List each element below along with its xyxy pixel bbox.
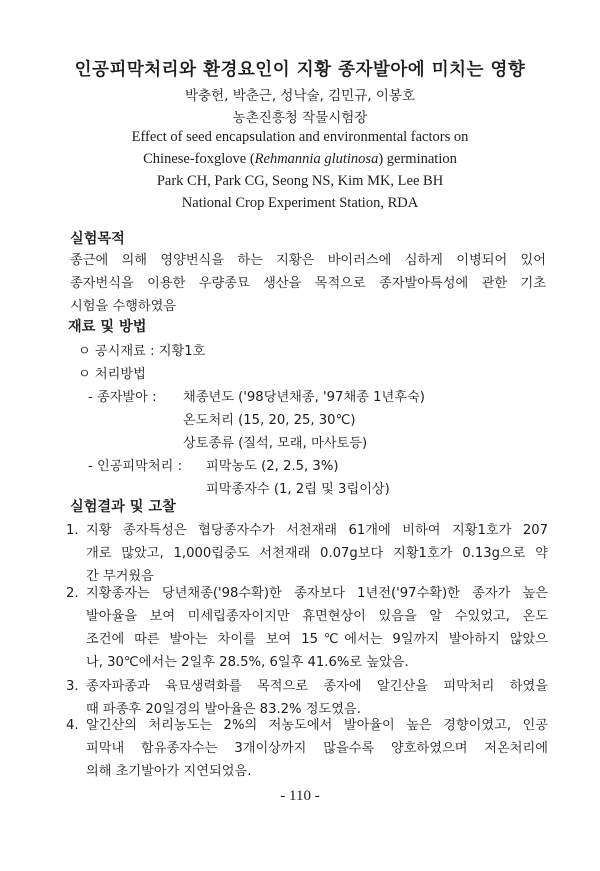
result-item-line: 조건에 따른 발아는 차이를 보여 15℃에서는 9일까지 발아하지 않았으 — [86, 632, 548, 647]
germination-harvest-year: 채종년도 ('98당년채종, '97채종 1년후숙) — [183, 390, 425, 405]
result-item-line: 알긴산의 처리농도는 2%의 저농도에서 발아율이 높은 경향이였고, 인공 — [86, 718, 548, 733]
result-item-number: 3. — [66, 679, 79, 694]
result-item-line: 종자파종과 육묘생력화를 목적으로 종자에 알긴산을 피막처리 하였을 — [86, 679, 548, 694]
results-heading: 실험결과 및 고찰 — [70, 499, 176, 515]
title-english-prefix: Chinese-foxglove ( — [143, 151, 255, 167]
germination-temperature: 온도처리 (15, 20, 25, 30℃) — [183, 413, 356, 428]
result-item-line: 나, 30℃에서는 2일후 28.5%, 6일후 41.6%로 높았음. — [86, 655, 409, 670]
result-item-line: 피막내 함유종자수는 3개이상까지 많을수록 양호하였으며 저온처리에 — [86, 741, 548, 756]
objective-line: 시험을 수행하였음 — [70, 299, 177, 314]
result-item-line: 간 무거웠음 — [86, 569, 154, 584]
objective-heading: 실험목적 — [70, 231, 125, 247]
result-item-line: 때 파종후 20일경의 발아율은 83.2% 정도였음. — [86, 702, 361, 717]
result-item-line: 발아율을 보여 미세립종자이지만 휴면현상이 있음을 알 수있었고, 온도 — [86, 609, 548, 624]
objective-line: 종자번식을 이용한 우량종묘 생산을 목적으로 종자발아특성에 관한 기초 — [70, 276, 546, 291]
paper-title-korean: 인공피막처리와 환경요인이 지황 종자발아에 미치는 영향 — [74, 60, 526, 80]
methods-treatment: ㅇ 처리방법 — [78, 367, 146, 382]
paper-title-english-line2 — [0, 151, 600, 168]
result-item-number: 4. — [66, 718, 79, 733]
paper-title-english-line1: Effect of seed encapsulation and environmental factors on — [131, 129, 469, 145]
result-item-number: 1. — [66, 523, 79, 538]
result-item-line: 지황종자는 당년채종('98수확)한 종자보다 1년전('97수확)한 종자가 높은 — [86, 586, 548, 601]
coating-seed-count: 피막종자수 (1, 2립 및 3립이상) — [206, 482, 390, 497]
germination-medium: 상토종류 (질석, 모래, 마사토등) — [183, 436, 368, 451]
methods-material: ㅇ 공시재료 : 지황1호 — [78, 344, 206, 359]
page-number: - 110 - — [280, 788, 320, 804]
scientific-name: Rehmannia glutinosa — [254, 151, 379, 167]
coating-concentration: 피막농도 (2, 2.5, 3%) — [206, 459, 339, 474]
affiliation-korean: 농촌진흥청 작물시험장 — [232, 110, 368, 126]
objective-line: 종근에 의해 영양번식을 하는 지황은 바이러스에 심하게 이병되어 있어 — [70, 253, 546, 268]
result-item-line: 의해 초기발아가 지연되었음. — [86, 764, 252, 779]
coating-label: - 인공피막처리 : — [88, 459, 183, 474]
result-item-number: 2. — [66, 586, 79, 601]
methods-heading: 재료 및 방법 — [68, 319, 147, 335]
affiliation-english: National Crop Experiment Station, RDA — [181, 195, 419, 211]
title-english-suffix: ) germination — [378, 151, 457, 167]
authors-english: Park CH, Park CG, Seong NS, Kim MK, Lee BH — [156, 173, 444, 189]
authors-korean: 박충헌, 박춘근, 성낙술, 김민규, 이봉호 — [185, 88, 415, 104]
germination-label: - 종자발아 : — [88, 390, 157, 405]
result-item-line: 지황 종자특성은 협당종자수가 서천재래 61개에 비하여 지황1호가 207 — [86, 523, 548, 538]
result-item-line: 개로 많았고, 1,000립중도 서천재래 0.07g보다 지황1호가 0.13g으로 약 — [86, 546, 548, 561]
